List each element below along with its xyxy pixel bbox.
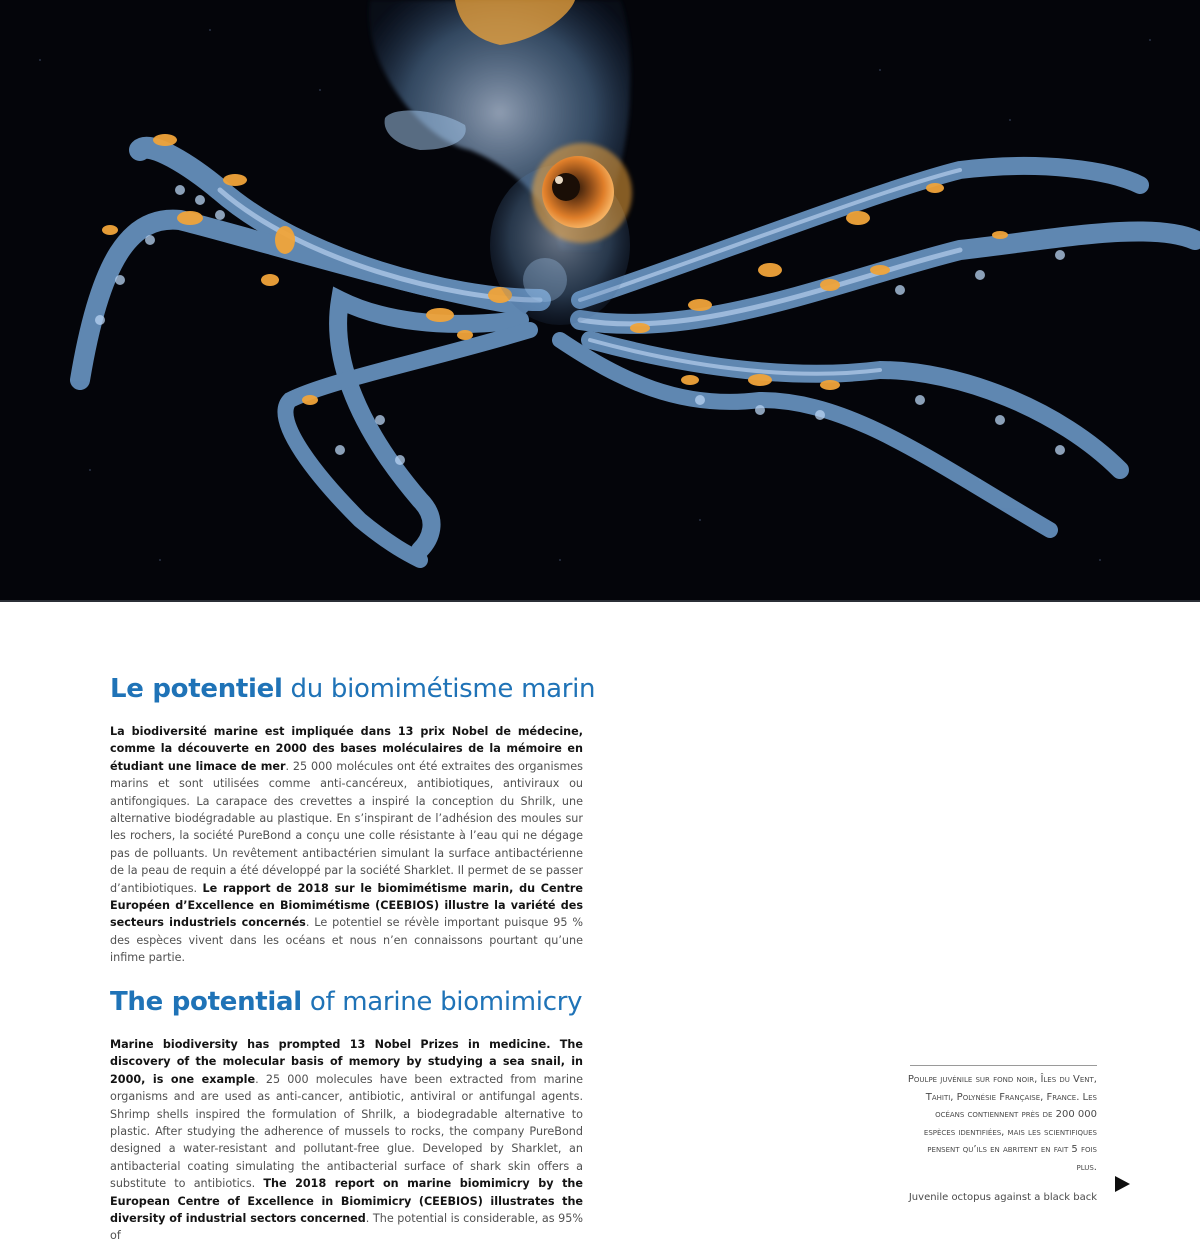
heading-fr xyxy=(110,674,595,704)
heading-en-strong: The potential xyxy=(110,987,302,1017)
paragraph-en-bold-2: The 2018 report on marine biomimicry by the European Centre of Excellence in Biomimicry (CEEBIOS) illustrates the diversity of industrial sectors concerned xyxy=(110,1177,583,1226)
paragraph-fr-text-2: . Le potentiel se révèle important puisque 95 % des espèces vivent dans les océans et nous n’en connaissons pourtant qu’une infime partie. xyxy=(110,916,583,965)
photo-bottom-rule xyxy=(0,600,1200,602)
paragraph-fr-text-1: . 25 000 molécules ont été extraites des organismes marins et sont utilisées comme anti-cancéreux, antibiotiques, antiviraux ou antifongiques. La carapace des crevettes a inspiré la conception du Shrilk, une alternative biodégradable au plastique. En s’inspirant de l’adhésion des moules sur les rochers, la société PureBond a conçu une colle résistante à l’eau qui ne dégage pas de polluants. Un revêtement antibactérien simulant la surface antibactérienne de la peau de requin a été développé par la société Sharklet. Il permet de se passer d’antibiotiques. xyxy=(110,759,584,895)
paragraph-en-text-2: . The potential is considerable, as 95% of xyxy=(110,1212,583,1243)
paragraph-fr-bold-1: La biodiversité marine est impliquée dans 13 prix Nobel de médecine, comme la découverte en 2000 des bases moléculaires de la mémoire en étudiant une limace de mer xyxy=(110,725,583,773)
paragraph-fr-bold-2: Le rapport de 2018 sur le biomimétisme marin, du Centre Européen d’Excellence en Biomimétisme (CEEBIOS) illustre la variété des secteurs industriels concernés xyxy=(110,881,583,930)
heading-fr-strong: Le potentiel xyxy=(110,674,283,704)
octopus-photo xyxy=(0,0,1200,600)
paragraph-en-bold-1: Marine biodiversity has prompted 13 Nobel Prizes in medicine. The discovery of the molecular basis of memory by studying a sea snail, in 2000, is one example xyxy=(110,1038,583,1086)
heading-fr-light: du biomimétisme marin xyxy=(282,674,596,704)
paragraph-en xyxy=(110,1036,583,1245)
heading-en-light: of marine biomimicry xyxy=(301,987,583,1017)
photo-caption: Poulpe juvénile sur fond noir, Îles du Vent, Tahiti, Polynésie Française, France. Les océans contiennent près de 200 000 espèces identifiées, mais les scientifiques pensent qu’ils en abritent en fait 5 fois plus. xyxy=(907,1074,1097,1173)
paragraph-fr xyxy=(110,723,583,967)
photo-caption-english-cut: Juvenile octopus against a black back xyxy=(908,1192,1097,1203)
heading-en xyxy=(110,987,582,1017)
paragraph-en-text-1: . 25 000 molecules have been extracted from marine organisms and are used as anti-cancer, antibiotic, antiviral or antifungal agents. Shrimp shells inspired the formulation of Shrilk, a biodegradable alternative to plastic. After studying the adherence of mussels to rocks, the company PureBond designed a water-resistant and pollutant-free glue. Developed by Sharklet, an antibacterial coating simulating the antibacterial surface of shark skin offers a substitute to antibiotics. xyxy=(110,1072,584,1191)
octopus-illustration xyxy=(0,0,1200,600)
next-arrow-icon[interactable] xyxy=(1115,1176,1130,1192)
caption-divider xyxy=(910,1065,1097,1066)
